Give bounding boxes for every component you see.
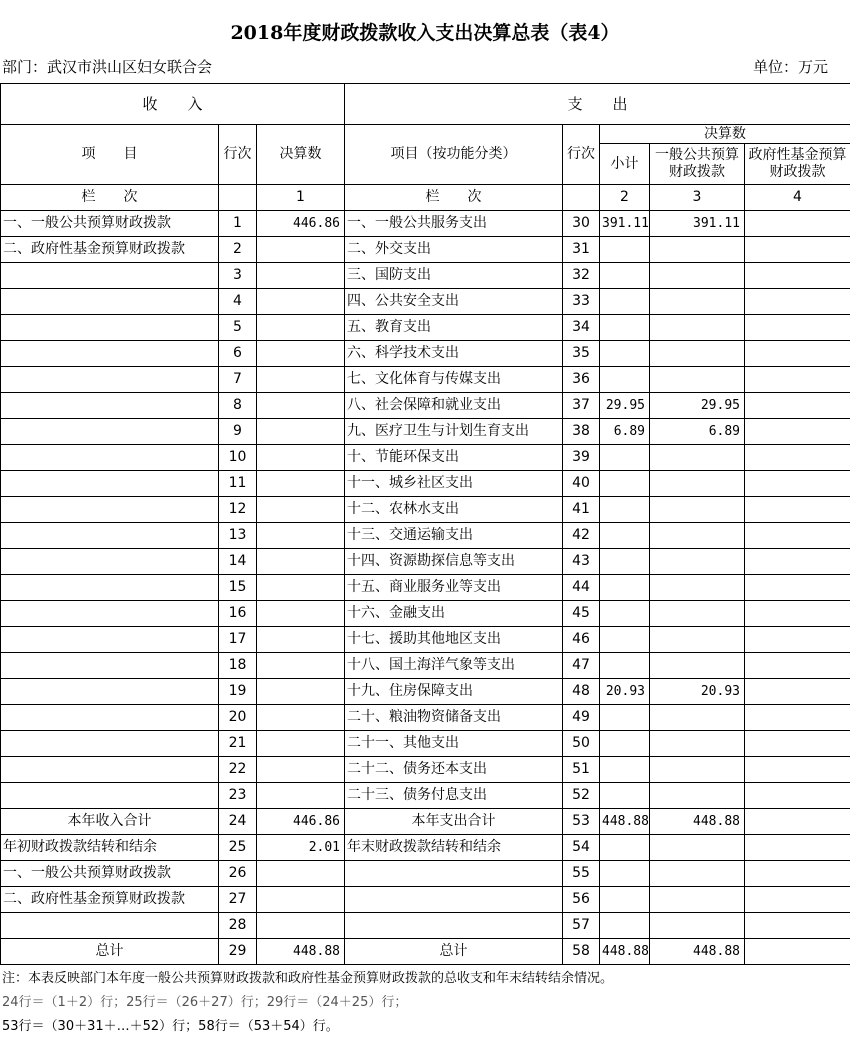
expense-gov-fund	[745, 783, 850, 809]
income-item	[1, 913, 219, 939]
income-item	[1, 289, 219, 315]
income-item	[1, 445, 219, 471]
expense-gov-fund	[745, 419, 850, 445]
expense-gov-fund	[745, 289, 850, 315]
table-row	[1, 679, 850, 705]
subtotal-header: 小计	[600, 144, 650, 185]
income-amount	[257, 445, 345, 471]
expense-general-budget	[650, 341, 745, 367]
expense-subtotal	[600, 445, 650, 471]
expense-line-no: 46	[563, 627, 600, 653]
income-item	[1, 315, 219, 341]
expense-general-budget: 29.95	[650, 393, 745, 419]
expense-subtotal: 448.88	[600, 809, 650, 835]
income-line-no: 9	[219, 419, 257, 445]
expense-line-no: 42	[563, 523, 600, 549]
expense-general-budget	[650, 653, 745, 679]
note-line-1: 注：本表反映部门本年度一般公共预算财政拨款和政府性基金预算财政拨款的总收支和年末结转结余情况。	[2, 967, 613, 991]
department-label: 部门：武汉市洪山区妇女联合会	[2, 56, 212, 77]
income-line-no: 13	[219, 523, 257, 549]
expense-item: 十五、商业服务业等支出	[345, 575, 563, 601]
line-no-header-2: 行次	[563, 125, 600, 185]
final-group-header: 决算数	[600, 125, 850, 144]
expense-subtotal	[600, 783, 650, 809]
col-2-label: 2	[600, 185, 650, 211]
income-amount	[257, 757, 345, 783]
expense-subtotal	[600, 315, 650, 341]
expense-item: 十二、农林水支出	[345, 497, 563, 523]
expense-gov-fund	[745, 835, 850, 861]
expense-subtotal	[600, 835, 650, 861]
expense-gov-fund	[745, 367, 850, 393]
table-row	[1, 913, 850, 939]
income-line-no: 21	[219, 731, 257, 757]
income-item	[1, 367, 219, 393]
general-budget-header: 一般公共预算财政拨款	[650, 144, 745, 185]
note-line-2: 24行＝（1＋2）行；25行＝（26＋27）行；29行＝（24＋25）行；	[2, 991, 613, 1015]
expense-general-budget	[650, 497, 745, 523]
income-amount	[257, 601, 345, 627]
table-row	[1, 471, 850, 497]
expense-general-budget: 448.88	[650, 809, 745, 835]
income-line-no: 25	[219, 835, 257, 861]
expense-item: 二十一、其他支出	[345, 731, 563, 757]
income-item	[1, 757, 219, 783]
income-line-no: 15	[219, 575, 257, 601]
expense-general-budget	[650, 575, 745, 601]
expense-item: 四、公共安全支出	[345, 289, 563, 315]
expense-subtotal	[600, 523, 650, 549]
expense-item: 八、社会保障和就业支出	[345, 393, 563, 419]
income-line-no: 17	[219, 627, 257, 653]
expense-subtotal: 20.93	[600, 679, 650, 705]
income-line-no: 3	[219, 263, 257, 289]
income-amount	[257, 653, 345, 679]
expense-item: 十六、金融支出	[345, 601, 563, 627]
table-row	[1, 419, 850, 445]
expense-general-budget: 448.88	[650, 939, 745, 965]
table-row	[1, 705, 850, 731]
table-row	[1, 237, 850, 263]
table-row	[1, 211, 850, 237]
table-row	[1, 445, 850, 471]
income-amount	[257, 523, 345, 549]
expense-gov-fund	[745, 237, 850, 263]
expense-general-budget	[650, 705, 745, 731]
expense-general-budget	[650, 783, 745, 809]
income-item	[1, 497, 219, 523]
income-item	[1, 679, 219, 705]
income-amount	[257, 367, 345, 393]
expense-gov-fund	[745, 523, 850, 549]
expense-line-no: 30	[563, 211, 600, 237]
expense-subtotal	[600, 497, 650, 523]
income-amount	[257, 497, 345, 523]
expense-gov-fund	[745, 913, 850, 939]
expense-item: 九、医疗卫生与计划生育支出	[345, 419, 563, 445]
column-label-2: 栏 次	[345, 185, 563, 211]
table-row	[1, 861, 850, 887]
expense-gov-fund	[745, 341, 850, 367]
expense-general-budget	[650, 861, 745, 887]
expense-item: 十、节能环保支出	[345, 445, 563, 471]
expense-line-no: 36	[563, 367, 600, 393]
expense-item: 二十三、债务付息支出	[345, 783, 563, 809]
expense-gov-fund	[745, 809, 850, 835]
expense-gov-fund	[745, 601, 850, 627]
income-line-no: 29	[219, 939, 257, 965]
expense-gov-fund	[745, 627, 850, 653]
expense-subtotal	[600, 861, 650, 887]
income-amount	[257, 263, 345, 289]
expense-gov-fund	[745, 211, 850, 237]
expense-subtotal	[600, 549, 650, 575]
income-amount	[257, 705, 345, 731]
expense-general-budget: 6.89	[650, 419, 745, 445]
expense-item: 十七、援助其他地区支出	[345, 627, 563, 653]
col-4-label: 4	[745, 185, 850, 211]
income-amount	[257, 783, 345, 809]
note-line-3: 53行＝（30＋31＋…＋52）行；58行＝（53＋54）行。	[2, 1015, 613, 1039]
expense-line-no: 56	[563, 887, 600, 913]
expense-item: 总计	[345, 939, 563, 965]
expense-general-budget	[650, 315, 745, 341]
table-row	[1, 523, 850, 549]
income-line-no: 8	[219, 393, 257, 419]
income-line-no: 7	[219, 367, 257, 393]
income-item: 二、政府性基金预算财政拨款	[1, 237, 219, 263]
expense-subtotal	[600, 263, 650, 289]
expense-item	[345, 861, 563, 887]
income-line-no: 19	[219, 679, 257, 705]
income-line-no: 5	[219, 315, 257, 341]
expense-gov-fund	[745, 679, 850, 705]
income-item	[1, 471, 219, 497]
income-amount	[257, 575, 345, 601]
income-line-no: 20	[219, 705, 257, 731]
income-item	[1, 549, 219, 575]
income-line-no: 10	[219, 445, 257, 471]
expense-line-no: 58	[563, 939, 600, 965]
expense-general-budget	[650, 913, 745, 939]
expense-line-no: 35	[563, 341, 600, 367]
unit-label: 单位：万元	[753, 56, 828, 77]
expense-item: 十四、资源勘探信息等支出	[345, 549, 563, 575]
income-item: 一、一般公共预算财政拨款	[1, 211, 219, 237]
expense-line-no: 44	[563, 575, 600, 601]
expense-line-no: 50	[563, 731, 600, 757]
income-item	[1, 601, 219, 627]
expense-line-no: 54	[563, 835, 600, 861]
expense-subtotal	[600, 731, 650, 757]
income-amount	[257, 861, 345, 887]
table-row	[1, 263, 850, 289]
expense-line-no: 34	[563, 315, 600, 341]
expense-general-budget	[650, 835, 745, 861]
expense-line-no: 32	[563, 263, 600, 289]
income-amount: 446.86	[257, 809, 345, 835]
table-row	[1, 731, 850, 757]
expense-line-no: 33	[563, 289, 600, 315]
expense-subtotal	[600, 757, 650, 783]
table-row	[1, 783, 850, 809]
expense-item: 十九、住房保障支出	[345, 679, 563, 705]
expense-header: 支 出	[345, 84, 850, 125]
income-line-no: 4	[219, 289, 257, 315]
expense-subtotal	[600, 653, 650, 679]
expense-general-budget	[650, 289, 745, 315]
expense-subtotal	[600, 913, 650, 939]
table-row	[1, 887, 850, 913]
expense-item	[345, 913, 563, 939]
table-row	[1, 757, 850, 783]
expense-line-no: 49	[563, 705, 600, 731]
income-item: 二、政府性基金预算财政拨款	[1, 887, 219, 913]
expense-subtotal	[600, 601, 650, 627]
income-item	[1, 731, 219, 757]
income-amount	[257, 237, 345, 263]
expense-general-budget	[650, 627, 745, 653]
expense-subtotal	[600, 237, 650, 263]
expense-line-no: 39	[563, 445, 600, 471]
expense-general-budget	[650, 887, 745, 913]
income-item	[1, 393, 219, 419]
notes	[2, 967, 613, 1039]
income-line-no: 12	[219, 497, 257, 523]
expense-line-no: 51	[563, 757, 600, 783]
expense-item: 一、一般公共服务支出	[345, 211, 563, 237]
expense-gov-fund	[745, 263, 850, 289]
expense-subtotal: 29.95	[600, 393, 650, 419]
expense-subtotal	[600, 705, 650, 731]
budget-table	[0, 83, 850, 965]
expense-subtotal	[600, 341, 650, 367]
expense-item: 七、文化体育与传媒支出	[345, 367, 563, 393]
expense-line-no: 48	[563, 679, 600, 705]
expense-subtotal	[600, 575, 650, 601]
expense-line-no: 31	[563, 237, 600, 263]
income-amount	[257, 289, 345, 315]
income-item	[1, 783, 219, 809]
income-amount: 2.01	[257, 835, 345, 861]
table-row	[1, 939, 850, 965]
expense-subtotal: 448.88	[600, 939, 650, 965]
income-amount	[257, 731, 345, 757]
expense-line-no: 37	[563, 393, 600, 419]
income-amount: 448.88	[257, 939, 345, 965]
expense-item	[345, 887, 563, 913]
expense-gov-fund	[745, 887, 850, 913]
expense-general-budget: 20.93	[650, 679, 745, 705]
income-item	[1, 419, 219, 445]
income-line-no: 27	[219, 887, 257, 913]
expense-gov-fund	[745, 497, 850, 523]
col-1-label: 1	[257, 185, 345, 211]
expense-general-budget	[650, 523, 745, 549]
income-line-no: 22	[219, 757, 257, 783]
income-line-no: 18	[219, 653, 257, 679]
expense-line-no: 57	[563, 913, 600, 939]
expense-general-budget	[650, 731, 745, 757]
income-item	[1, 523, 219, 549]
expense-gov-fund	[745, 939, 850, 965]
table-row	[1, 809, 850, 835]
table-row	[1, 289, 850, 315]
expense-general-budget	[650, 471, 745, 497]
expense-item: 二十二、债务还本支出	[345, 757, 563, 783]
income-line-no: 6	[219, 341, 257, 367]
expense-general-budget	[650, 237, 745, 263]
expense-gov-fund	[745, 315, 850, 341]
expense-general-budget	[650, 263, 745, 289]
table-row	[1, 575, 850, 601]
item-header: 项 目	[1, 125, 219, 185]
income-line-no: 1	[219, 211, 257, 237]
income-amount	[257, 549, 345, 575]
expense-line-no: 41	[563, 497, 600, 523]
expense-gov-fund	[745, 471, 850, 497]
expense-gov-fund	[745, 549, 850, 575]
expense-general-budget	[650, 549, 745, 575]
income-item	[1, 263, 219, 289]
gov-fund-header: 政府性基金预算财政拨款	[745, 144, 850, 185]
income-item	[1, 627, 219, 653]
expense-line-no: 53	[563, 809, 600, 835]
expense-subtotal	[600, 627, 650, 653]
expense-line-no: 43	[563, 549, 600, 575]
table-row	[1, 627, 850, 653]
expense-item: 十三、交通运输支出	[345, 523, 563, 549]
income-amount	[257, 913, 345, 939]
income-item	[1, 575, 219, 601]
income-amount	[257, 679, 345, 705]
expense-gov-fund	[745, 445, 850, 471]
expense-line-no: 40	[563, 471, 600, 497]
table-row	[1, 341, 850, 367]
income-amount	[257, 419, 345, 445]
income-item: 本年收入合计	[1, 809, 219, 835]
table-row	[1, 549, 850, 575]
expense-item: 十八、国土海洋气象等支出	[345, 653, 563, 679]
expense-subtotal	[600, 471, 650, 497]
column-label: 栏 次	[1, 185, 219, 211]
expense-general-budget	[650, 367, 745, 393]
final-amount-header: 决算数	[257, 125, 345, 185]
expense-line-no: 52	[563, 783, 600, 809]
table-row	[1, 835, 850, 861]
expense-line-no: 38	[563, 419, 600, 445]
expense-gov-fund	[745, 731, 850, 757]
page-title: 2018年度财政拨款收入支出决算总表（表4）	[0, 18, 850, 45]
income-item: 总计	[1, 939, 219, 965]
income-item	[1, 705, 219, 731]
expense-gov-fund	[745, 393, 850, 419]
expense-line-no: 55	[563, 861, 600, 887]
income-item: 年初财政拨款结转和结余	[1, 835, 219, 861]
income-line-no: 16	[219, 601, 257, 627]
line-no-header: 行次	[219, 125, 257, 185]
expense-gov-fund	[745, 757, 850, 783]
income-line-no: 26	[219, 861, 257, 887]
expense-item: 十一、城乡社区支出	[345, 471, 563, 497]
expense-item: 二、外交支出	[345, 237, 563, 263]
table-row	[1, 601, 850, 627]
expense-subtotal	[600, 367, 650, 393]
income-amount	[257, 393, 345, 419]
expense-item: 年末财政拨款结转和结余	[345, 835, 563, 861]
expense-subtotal	[600, 289, 650, 315]
income-header: 收 入	[1, 84, 345, 125]
income-amount	[257, 341, 345, 367]
income-amount	[257, 627, 345, 653]
income-item	[1, 653, 219, 679]
income-line-no: 14	[219, 549, 257, 575]
expense-item: 本年支出合计	[345, 809, 563, 835]
table-row	[1, 497, 850, 523]
income-line-no: 11	[219, 471, 257, 497]
expense-item: 五、教育支出	[345, 315, 563, 341]
expense-gov-fund	[745, 653, 850, 679]
income-line-no: 2	[219, 237, 257, 263]
expense-item: 三、国防支出	[345, 263, 563, 289]
expense-item: 六、科学技术支出	[345, 341, 563, 367]
income-item: 一、一般公共预算财政拨款	[1, 861, 219, 887]
expense-subtotal: 6.89	[600, 419, 650, 445]
expense-gov-fund	[745, 575, 850, 601]
income-amount	[257, 887, 345, 913]
table-row	[1, 393, 850, 419]
income-line-no: 24	[219, 809, 257, 835]
income-line-no: 23	[219, 783, 257, 809]
table-row	[1, 653, 850, 679]
expense-subtotal	[600, 887, 650, 913]
income-amount: 446.86	[257, 211, 345, 237]
expense-general-budget	[650, 601, 745, 627]
income-amount	[257, 471, 345, 497]
income-line-no: 28	[219, 913, 257, 939]
table-row	[1, 367, 850, 393]
table-row	[1, 315, 850, 341]
expense-general-budget	[650, 757, 745, 783]
col-3-label: 3	[650, 185, 745, 211]
expense-subtotal: 391.11	[600, 211, 650, 237]
item-by-func-header: 项目（按功能分类）	[345, 125, 563, 185]
expense-gov-fund	[745, 705, 850, 731]
income-item	[1, 341, 219, 367]
expense-gov-fund	[745, 861, 850, 887]
expense-item: 二十、粮油物资储备支出	[345, 705, 563, 731]
expense-general-budget: 391.11	[650, 211, 745, 237]
income-amount	[257, 315, 345, 341]
expense-line-no: 47	[563, 653, 600, 679]
expense-line-no: 45	[563, 601, 600, 627]
expense-general-budget	[650, 445, 745, 471]
